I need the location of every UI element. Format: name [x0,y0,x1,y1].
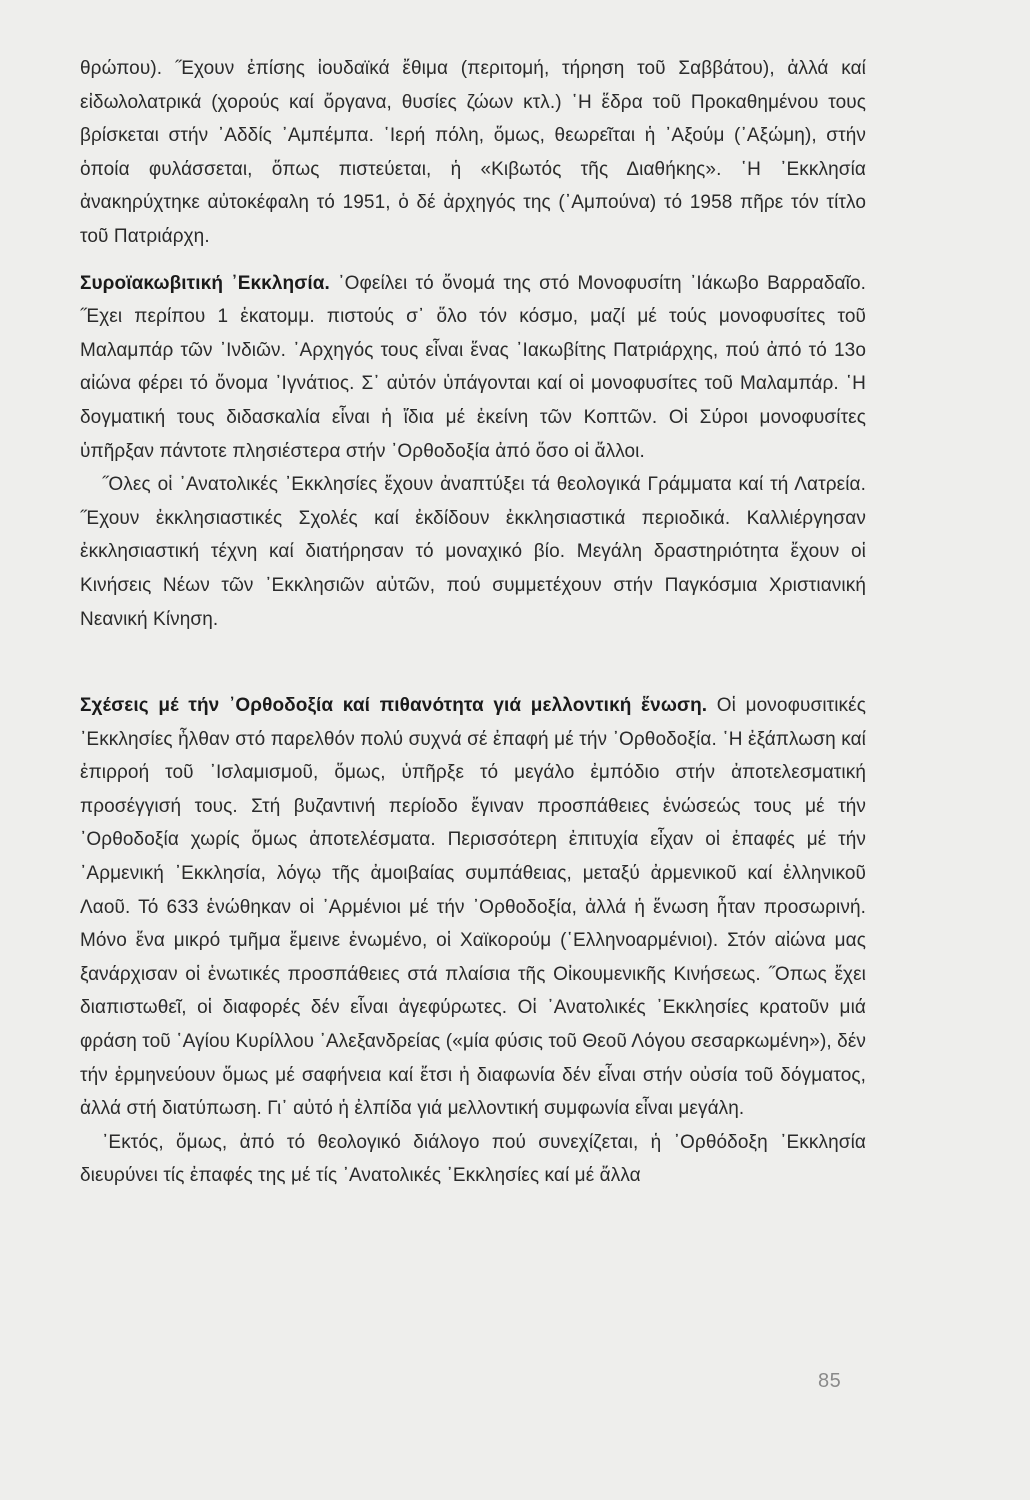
paragraph-text: ᾽Οφείλει τό ὄνομά της στό Μονοφυσίτη ᾽Ιάκωβο Βαρραδαῖο. ˝Εχει περίπου 1 ἑκατομμ. πιστούς σ᾽ ὅλο τόν κόσμο, μαζί μέ τούς μονοφυσίτες τοῦ Μαλαμπάρ τῶν ᾽Ινδιῶν. ᾽Αρχηγός τους εἶναι ἕνας ᾽Ιακωβίτης Πατριάρχης, πού ἀπό τό 13ο αἰώνα φέρει τό ὄνομα ᾽Ιγνάτιος. Σ᾽ αὐτόν ὑπάγονται καί οἱ μονοφυσίτες τοῦ Μαλαμπάρ. ῾Η δογματική τους διδασκαλία εἶναι ἡ ἴδια μέ ἐκείνη τῶν Κοπτῶν. Οἱ Σύροι μονοφυσίτες ὑπῆρξαν πάντοτε πλησιέστερα στήν ᾽Ορθοδοξία ἀπό ὅσο οἱ ἄλλοι. [80,272,866,462]
section-heading-relations: Σχέσεις μέ τήν ᾽Ορθοδοξία καί πιθανότητα γιά μελλοντική ἕνωση. [80,695,708,717]
paragraph-dialogue [80,1126,866,1193]
page-number: 85 [818,1370,842,1392]
paragraph-eastern-churches [80,468,866,636]
paragraph-text: θρώπου). ˝Εχουν ἐπίσης ἰουδαϊκά ἔθιμα (περιτομή, τήρηση τοῦ Σαββάτου), ἀλλά καί εἰδωλολατρικά (χορούς καί ὄργανα, θυσίες ζώων κτλ.) ῾Η ἕδρα τοῦ Προκαθημένου τους βρίσκεται στήν ᾽Αδδίς ᾽Αμπέμπα. ῾Ιερή πόλη, ὅμως, θεωρεῖται ἡ ᾽Αξούμ (᾽Αξώμη), στήν ὁποία φυλάσσεται, ὅπως πιστεύεται, ἡ «Κιβωτός τῆς Διαθήκης». ῾Η ᾽Εκκλησία ἀνακηρύχτηκε αὐτοκέφαλη τό 1951, ὁ δέ ἀρχηγός της (᾽Αμπούνα) τό 1958 πῆρε τόν τίτλο τοῦ Πατριάρχη. [80,58,866,247]
section-heading-syro-jacobite: Συροϊακωβιτική ᾽Εκκλησία. [80,272,330,294]
section-gap [80,636,866,689]
page-body [80,52,866,1193]
paragraph-text: Οἱ μονοφυσιτικές ᾽Εκκλησίες ἦλθαν στό παρελθόν πολύ συχνά σέ ἐπαφή μέ τήν ᾽Ορθοδοξία. ῾Η ἐξάπλωση καί ἐπιρροή τοῦ ᾽Ισλαμισμοῦ, ὅμως, ὑπῆρξε τό μεγάλο ἐμπόδιο στήν ἀποτελεσματική προσέγγισή τους. Στή βυζαντινή περίοδο ἔγιναν προσπάθειες ἑνώσεώς τους μέ τήν ᾽Ορθοδοξία χωρίς ὅμως ἀποτελέσματα. Περισσότερη ἐπιτυχία εἶχαν οἱ ἐπαφές μέ τήν ᾽Αρμενική ᾽Εκκλησία, λόγῳ τῆς ἀμοιβαίας συμπάθειας, μεταξύ ἀρμενικοῦ καί ἑλληνικοῦ Λαοῦ. Τό 633 ἑνώθηκαν οἱ ᾽Αρμένιοι μέ τήν ᾽Ορθοδοξία, ἀλλά ἡ ἕνωση ἦταν προσωρινή. Μόνο ἕνα μικρό τμῆμα ἔμεινε ἑνωμένο, οἱ Χαϊκορούμ (῾Ελληνοαρμένιοι). Στόν αἰώνα μας ξανάρχισαν οἱ ἑνωτικές προσπάθειες στά πλαίσια τῆς Οἰκουμενικῆς Κινήσεως. ˝Οπως ἔχει διαπιστωθεῖ, οἱ διαφορές δέν εἶναι ἀγεφύρωτες. Οἱ ᾽Ανατολικές ᾽Εκκλησίες κρατοῦν μιά φράση τοῦ ῾Αγίου Κυρίλλου ᾽Αλεξανδρείας («μία φύσις τοῦ Θεοῦ Λόγου σεσαρκωμένη»), δέν τήν ἑρμηνεύουν ὅμως μέ σαφήνεια καί ἔτσι ἡ διαφωνία δέν εἶναι στήν οὐσία τοῦ δόγματος, ἀλλά στή διατύπωση. Γι᾽ αὐτό ἡ ἐλπίδα γιά μελλοντική συμφωνία εἶναι μεγάλη. [80,695,866,1120]
paragraph-text: ˝Ολες οἱ ᾽Ανατολικές ᾽Εκκλησίες ἔχουν ἀναπτύξει τά θεολογικά Γράμματα καί τή Λατρεία. ˝Εχουν ἐκκλησιαστικές Σχολές καί ἐκδίδουν ἐκκλησιαστικά περιοδικά. Καλλιέργησαν ἐκκλησιαστική τέχνη καί διατήρησαν τό μοναχικό βίο. Μεγάλη δραστηριότητα ἔχουν οἱ Κινήσεις Νέων τῶν ᾽Εκκλησιῶν αὐτῶν, πού συμμετέχουν στήν Παγκόσμια Χριστιανική Νεανική Κίνηση. [80,474,866,630]
paragraph-gap [80,254,866,267]
paragraph-relations-orthodoxy [80,689,866,1126]
paragraph-syro-jacobite-church [80,267,866,469]
paragraph-ethiopian-church [80,52,866,254]
paragraph-text: ᾽Εκτός, ὅμως, ἀπό τό θεολογικό διάλογο πού συνεχίζεται, ἡ ᾽Ορθόδοξη ᾽Εκκλησία διευρύνει τίς ἐπαφές της μέ τίς ᾽Ανατολικές ᾽Εκκλησίες καί μέ ἄλλα [80,1131,866,1187]
